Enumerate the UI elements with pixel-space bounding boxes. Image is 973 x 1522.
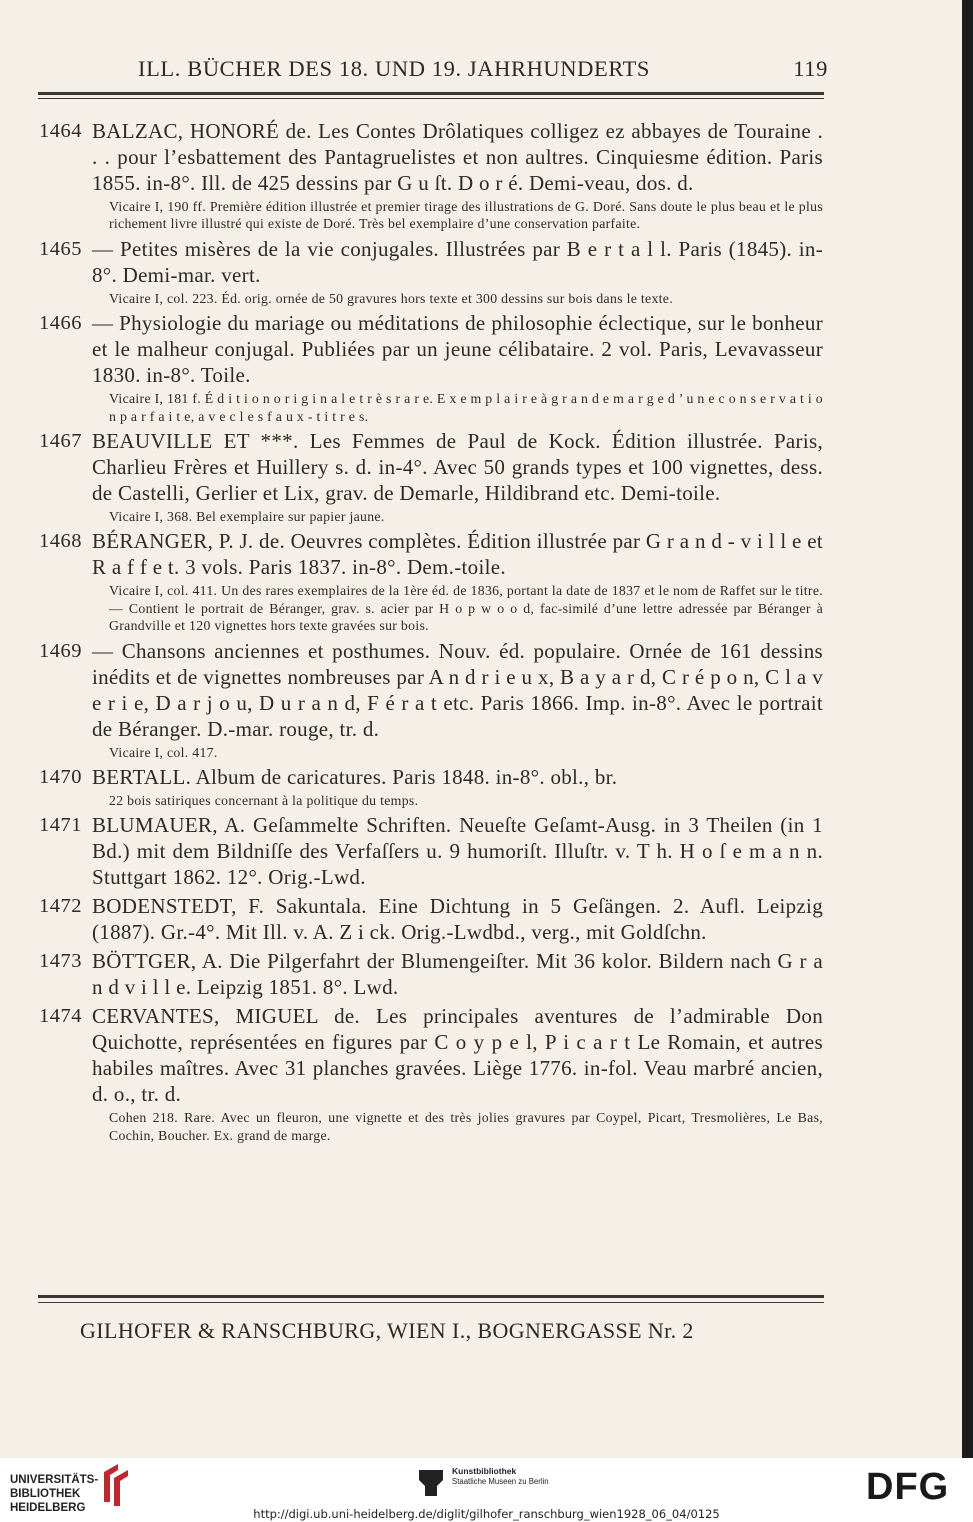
kunstbibliothek-title: Kunstbibliothek [452, 1466, 517, 1476]
entry-number: 1470 [39, 766, 82, 789]
catalogue-entry [39, 236, 823, 307]
catalogue-entry [39, 812, 823, 890]
entry-description: CERVANTES, MIGUEL de. Les principales aventures de l’admirable Don Quichotte, représentées en figures par C o y p e l, P i c a r t Le Romain, et autres habiles maîtres. Avec 31 planches gravées. Liège 1776. in-fol. Veau marbré ancien, d. o., tr. d. [92, 1004, 823, 1107]
university-mark-icon [100, 1462, 134, 1508]
entry-number: 1466 [39, 312, 82, 335]
catalogue-entry [39, 1003, 823, 1144]
entry-description: BÖTTGER, A. Die Pilgerfahrt der Blumengeiſter. Mit 36 kolor. Bildern nach G r a n d v i l l e. Leipzig 1851. 8°. Lwd. [92, 949, 823, 1000]
catalogue-entry [39, 428, 823, 525]
running-head [138, 56, 828, 82]
entry-description: BERTALL. Album de caricatures. Paris 1848. in-8°. obl., br. [92, 765, 618, 790]
catalogue-entry [39, 948, 823, 1000]
entry-number: 1464 [39, 120, 82, 142]
entry-description: BODENSTEDT, F. Sakuntala. Eine Dichtung in 5 Geſängen. 2. Aufl. Leipzig (1887). Gr.-4°. Mit Ill. v. A. Z i ck. Orig.-Lwdbd., verg., mit Goldſchn. [92, 894, 823, 945]
catalogue-entry [39, 310, 823, 425]
entry-note: Vicaire I, 181 f. É d i t i o n o r i g i n a l e t r è s r a r e. E x e m p l a i r e à g r a n d e m a r g e d ’ u n e c o n s e r v a t i o n p a r f a i t e, a v e c l e s f a u x - t i t r e s. [109, 391, 823, 424]
entry-number: 1465 [39, 237, 82, 260]
entry-description: — Chansons anciennes et posthumes. Nouv. éd. populaire. Ornée de 161 dessins inédits et de vignettes nombreuses par A n d r i e u x, B a y a r d, C r é p o n, C l a v e r i e, D a r j o u, D u r a n d, F é r a t etc. Paris 1866. Imp. in-8°. Avec le portrait de Béranger. D.-mar. rouge, tr. d. [92, 638, 823, 741]
catalogue-entry [39, 638, 823, 761]
entry-number: 1467 [39, 430, 82, 453]
dfg-logo[interactable]: DFG [866, 1466, 950, 1508]
entry-note: Vicaire I, 190 ff. Première édition illustrée et premier tirage des illustrations de G. Doré. Sans doute le plus beau et le plus richement livre illustré qui existe de Doré. Très bel exemplaire d’une conservation parfaite. [109, 199, 823, 232]
entry-number: 1472 [39, 895, 82, 918]
kunstbibliothek-subtitle: Staatliche Museen zu Berlin [452, 1477, 549, 1486]
university-library-logo[interactable]: UNIVERSITÄTS- BIBLIOTHEK HEIDELBERG [10, 1474, 99, 1514]
header-rule-thick [38, 92, 824, 95]
page-number: 119 [793, 56, 828, 81]
entry-note: Vicaire I, col. 411. Un des rares exemplaires de la 1ère éd. de 1836, portant la date de 1837 et le nom de Raffet sur le titre. — Contient le portrait de Béranger, grav. s. acier par H o p w o o d, fac-similé d’une lettre adressée par Béranger à Grandville et 120 vignettes hors texte gravées sur bois. [109, 583, 823, 634]
entry-description: BALZAC, HONORÉ de. Les Contes Drôlatiques colligez ez abbayes de Touraine . . . pour l’esbattement des Pantagruelistes et non aultres. Cinquiesme édition. Paris 1855. in-8°. Ill. de 425 dessins par G u ſt. D o r é. Demi-veau, dos. d. [92, 119, 823, 195]
entry-note: Vicaire I, col. 417. [109, 744, 218, 760]
footer-rule-thin [38, 1302, 824, 1303]
catalogue-entry [39, 118, 823, 233]
entry-number: 1474 [39, 1005, 82, 1028]
entry-description: BÉRANGER, P. J. de. Oeuvres complètes. Édition illustrée par G r a n d - v i l l e et R a f f e t. 3 vols. Paris 1837. in-8°. Dem.-toile. [92, 529, 823, 580]
entry-description: BLUMAUER, A. Geſammelte Schriften. Neueſte Geſamt-Ausg. in 3 Theilen (in 1 Bd.) mit dem Bildniſſe des Verfaſſers u. 9 humoriſt. Illuſtr. v. T h. H o ſ e m a n n. Stuttgart 1862. 12°. Orig.-Lwd. [92, 813, 823, 890]
catalogue-entry [39, 764, 823, 809]
entry-note: Vicaire I, col. 223. Éd. orig. ornée de 50 gravures hors texte et 300 dessins sur bois dans le texte. [109, 290, 673, 306]
entry-note: Vicaire I, 368. Bel exemplaire sur papier jaune. [109, 509, 385, 525]
catalogue-entry [39, 528, 823, 634]
entry-description: — Petites misères de la vie conjugales. Illustrées par B e r t a l l. Paris (1845). in-8°. Demi-mar. vert. [92, 236, 823, 287]
entry-description: BEAUVILLE ET ***. Les Femmes de Paul de Kock. Édition illustrée. Paris, Charlieu Frères et Huillery s. d. in-4°. Avec 50 grands types et 100 vignettes, dess. de Castelli, Gerlier et Lix, grav. de Demarle, Hildibrand etc. Demi-toile. [92, 429, 823, 506]
publisher-footer: GILHOFER & RANSCHBURG, WIEN I., BOGNERGASSE Nr. 2 [80, 1318, 694, 1343]
entry-number: 1469 [39, 639, 82, 662]
running-head-title: ILL. BÜCHER DES 18. UND 19. JAHRHUNDERTS [138, 56, 651, 81]
catalogue-entry [39, 893, 823, 945]
kunstbibliothek-eagle-icon [416, 1466, 446, 1498]
entry-number: 1468 [39, 530, 82, 553]
header-rule-thin [38, 98, 824, 99]
permalink-url[interactable]: http://digi.ub.uni-heidelberg.de/diglit/gilhofer_ranschburg_wien1928_06_04/0125 [253, 1507, 720, 1521]
scan-edge [962, 0, 973, 1458]
entry-number: 1473 [39, 950, 82, 973]
kunstbibliothek-logo[interactable] [452, 1466, 549, 1487]
entry-note: 22 bois satiriques concernant à la politique du temps. [109, 793, 419, 809]
catalogue-entries [39, 118, 823, 1147]
entry-number: 1471 [39, 814, 82, 837]
entry-description: — Physiologie du mariage ou méditations de philosophie éclectique, sur le bonheur et le malheur conjugal. Publiées par un jeune célibataire. 2 vol. Paris, Levavasseur 1830. in-8°. Toile. [92, 311, 823, 388]
footer-rule-thick [38, 1295, 824, 1298]
entry-note: Cohen 218. Rare. Avec un fleuron, une vignette et des très jolies gravures par Coypel, Picart, Tresmolières, Le Bas, Cochin, Boucher. Ex. grand de marge. [109, 1110, 823, 1143]
